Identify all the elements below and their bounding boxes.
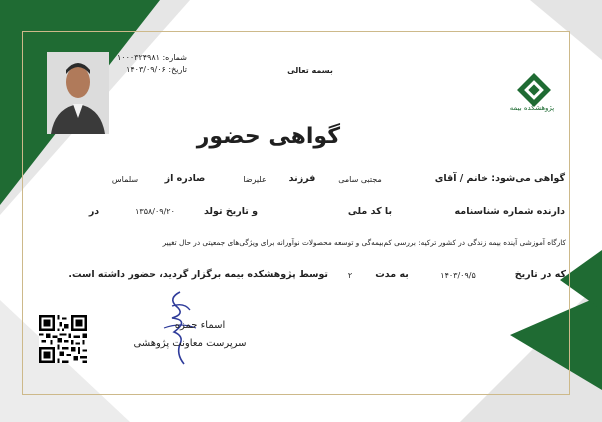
number-label: شماره: xyxy=(162,53,187,62)
qr-code xyxy=(39,315,87,363)
closing-text: توسط پژوهشکده بیمه برگزار گردید، حضور داشته است. xyxy=(68,269,328,280)
birth-label: و تاریخ تولد xyxy=(203,206,259,217)
in-label: در xyxy=(88,206,100,217)
course-title: کارگاه آموزشی آینده بیمه زندگی در کشور ترکیه: بررسی کم‌بیمه‌گی و توسعه محصولات نوآورانه برای ویژگی‌های جمعیتی در حال تغییر xyxy=(162,238,566,247)
child-label: فرزند xyxy=(288,173,316,184)
portrait-photo xyxy=(47,52,109,134)
number-value: ۱۰۰۰۳۲۴۹۸۱ xyxy=(116,53,160,62)
intro-text: گواهی می‌شود: خانم / آقای xyxy=(434,173,565,184)
certificate-title: گواهی حضور xyxy=(196,124,340,149)
logo-text: پژوهشکده بیمه xyxy=(509,104,555,112)
birth-date: ۱۳۵۸/۰۹/۲۰ xyxy=(135,207,175,216)
issue-place: سلماس xyxy=(111,175,139,184)
institute-logo xyxy=(512,72,556,130)
signer-role: سرپرست معاونت پژوهشی xyxy=(133,338,247,349)
bismillah: بسمه تعالی xyxy=(287,66,333,75)
national-code-label: با کد ملی xyxy=(347,206,393,217)
event-date: ۱۴۰۳/۰۹/۵ xyxy=(440,271,476,280)
date-label: تاریخ: xyxy=(168,65,187,74)
issued-label: صادره از xyxy=(164,173,206,184)
duration-label: به مدت xyxy=(375,269,409,280)
father-name: علیرضا xyxy=(243,175,267,184)
on-date-label: که در تاریخ xyxy=(514,269,566,280)
duration-value: ۲ xyxy=(347,271,353,280)
holder-name: مجتبی سامی xyxy=(338,175,382,184)
signer-name: اسماء حمزه xyxy=(174,320,226,331)
date-value: ۱۴۰۳/۰۹/۰۶ xyxy=(126,65,166,74)
id-label: دارنده شماره شناسنامه xyxy=(454,206,565,217)
